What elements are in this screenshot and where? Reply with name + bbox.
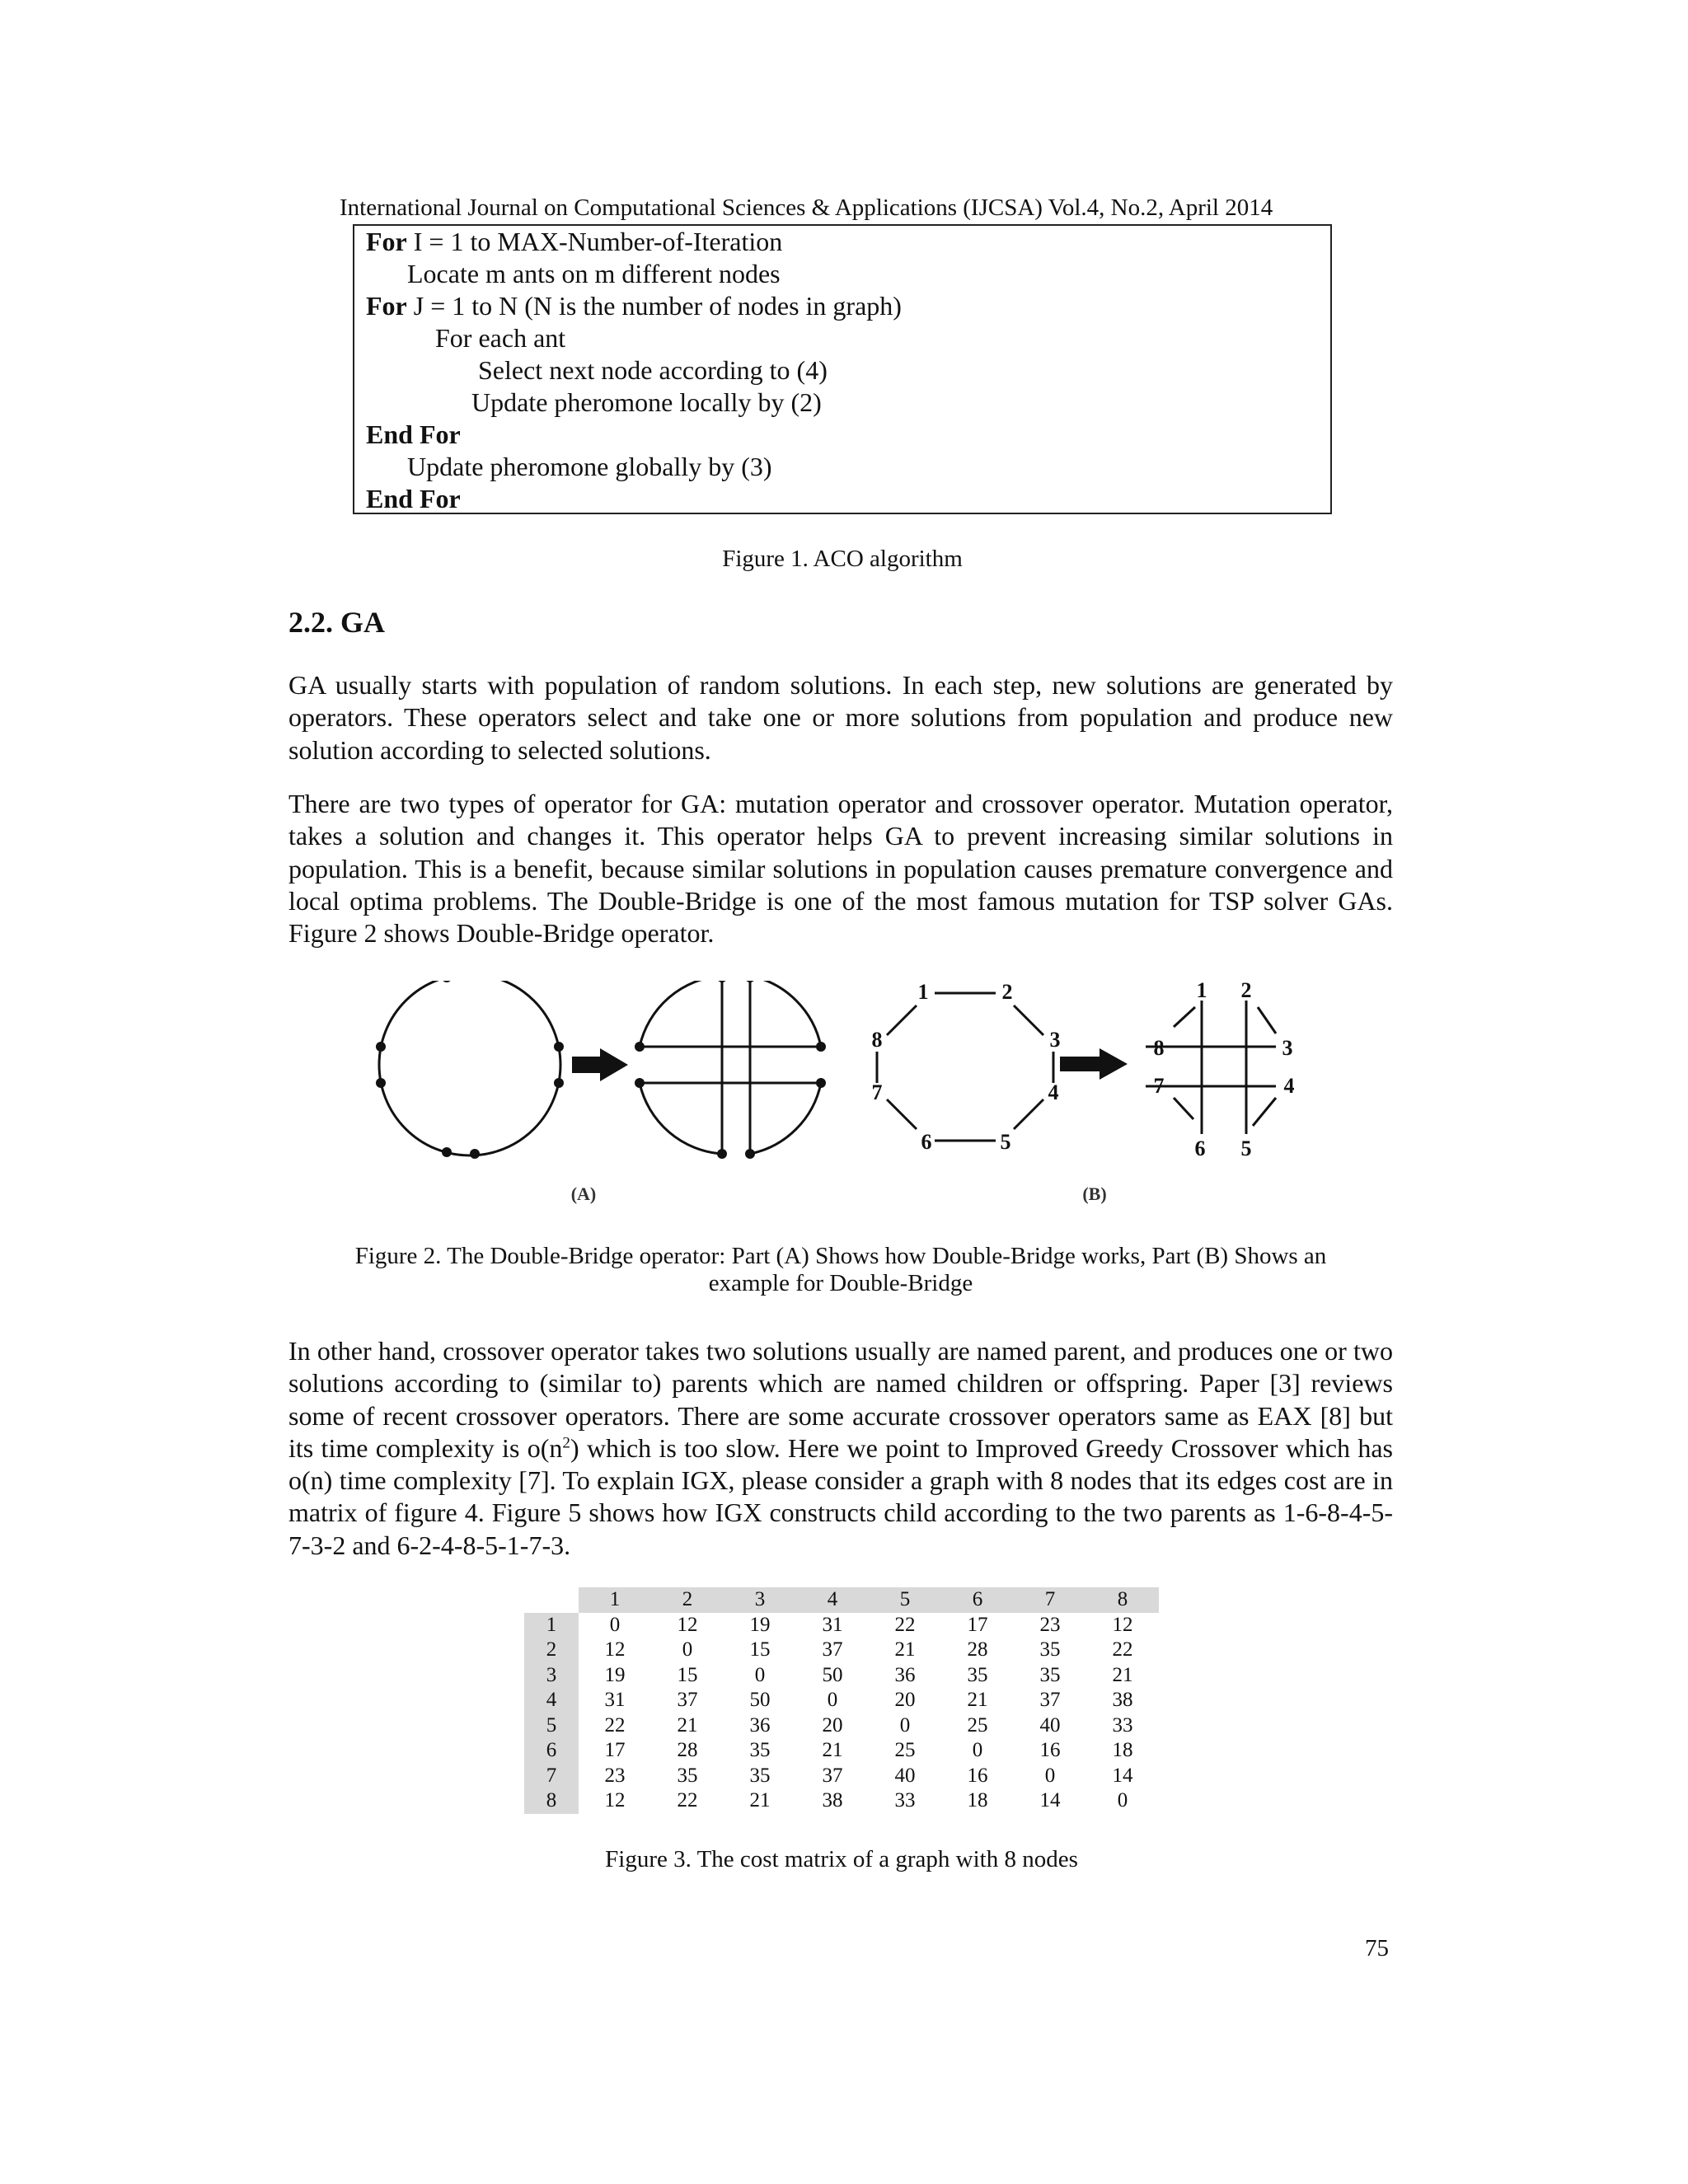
matrix-cell: 17 xyxy=(967,1613,988,1636)
matrix-header-row xyxy=(524,1587,1159,1613)
matrix-cell: 31 xyxy=(604,1689,626,1712)
matrix-cell: 37 xyxy=(822,1638,843,1661)
matrix-cell: 25 xyxy=(967,1713,988,1736)
matrix-cell: 15 xyxy=(677,1663,698,1686)
matrix-cell: 33 xyxy=(1112,1713,1133,1736)
bridged-node-label-7: 7 xyxy=(1153,1074,1165,1098)
cost-matrix-table xyxy=(524,1587,1159,1814)
matrix-cell: 33 xyxy=(894,1789,916,1812)
figure-1-caption: Figure 1. ACO algorithm xyxy=(722,546,963,572)
part-a-arrow xyxy=(572,1048,628,1081)
matrix-cell: 14 xyxy=(1112,1764,1133,1787)
matrix-cell: 21 xyxy=(822,1739,843,1762)
matrix-cell: 19 xyxy=(749,1613,771,1636)
matrix-cell: 0 xyxy=(972,1739,983,1762)
algo-line-7: End For xyxy=(366,419,461,449)
matrix-cell: 12 xyxy=(604,1789,626,1812)
matrix-cell: 36 xyxy=(749,1713,771,1736)
matrix-cell: 14 xyxy=(1039,1789,1061,1812)
col-header: 5 xyxy=(869,1587,941,1613)
matrix-cell: 40 xyxy=(1039,1713,1061,1736)
section-title: 2.2. GA xyxy=(288,606,385,639)
algo-line-1: For I = 1 to MAX-Number-of-Iteration xyxy=(366,227,783,256)
matrix-row xyxy=(524,1663,1159,1689)
matrix-cell: 21 xyxy=(1112,1663,1133,1686)
col-header: 3 xyxy=(724,1587,796,1613)
part-b-arrow xyxy=(1060,1048,1128,1080)
bridged-node-label-4: 4 xyxy=(1283,1074,1295,1098)
col-header: 7 xyxy=(1014,1587,1086,1613)
matrix-row xyxy=(524,1638,1159,1663)
matrix-cell: 22 xyxy=(894,1613,916,1636)
part-a-bridged-circle xyxy=(640,981,821,1154)
node-label-3: 3 xyxy=(1049,1028,1061,1052)
matrix-cell: 22 xyxy=(1112,1638,1133,1661)
matrix-cell: 37 xyxy=(677,1689,698,1712)
matrix-cell: 0 xyxy=(682,1638,693,1661)
part-a-label: (A) xyxy=(570,1183,597,1204)
part-a-original-points xyxy=(376,981,564,1159)
matrix-cell: 12 xyxy=(604,1638,626,1661)
matrix-cell: 21 xyxy=(749,1789,771,1812)
matrix-cell: 37 xyxy=(1039,1689,1061,1712)
matrix-cell: 0 xyxy=(899,1713,911,1736)
matrix-cell: 17 xyxy=(604,1739,626,1762)
algo-line-6: Update pheromone locally by (2) xyxy=(471,387,822,417)
matrix-row xyxy=(524,1613,1159,1638)
matrix-cell: 12 xyxy=(1112,1613,1133,1636)
matrix-cell: 16 xyxy=(1039,1739,1061,1762)
matrix-cell: 36 xyxy=(894,1663,916,1686)
matrix-cell: 23 xyxy=(1039,1613,1061,1636)
bridged-node-label-3: 3 xyxy=(1282,1036,1293,1060)
matrix-cell: 35 xyxy=(749,1739,771,1762)
page-number: 75 xyxy=(1365,1935,1389,1961)
row-header: 7 xyxy=(524,1764,579,1789)
matrix-cell: 21 xyxy=(894,1638,916,1661)
figure-2-caption-line-2: example for Double-Bridge xyxy=(708,1270,973,1296)
paragraph-2: There are two types of operator for GA: mutation operator and crossover operator. Mutation operator, takes a solution and changes it. This operator helps GA to prevent increasing similar solutions in population. This is a benefit, because similar solutions in population causes premature convergence and local optima problems. The Double-Bridge is one of the most famous mutation for TSP solver GAs. Figure 2 shows Double-Bridge operator. xyxy=(288,789,1393,949)
matrix-cell: 35 xyxy=(677,1764,698,1787)
figure-2-caption-line-1: Figure 2. The Double-Bridge operator: Part (A) Shows how Double-Bridge works, Part (B) Shows an xyxy=(354,1243,1327,1269)
matrix-cell: 35 xyxy=(1039,1638,1061,1661)
matrix-cell: 0 xyxy=(609,1613,621,1636)
node-label-1: 1 xyxy=(917,981,929,1004)
matrix-cell: 50 xyxy=(822,1663,843,1686)
matrix-cell: 12 xyxy=(677,1613,698,1636)
col-header: 6 xyxy=(941,1587,1014,1613)
matrix-cell: 35 xyxy=(749,1764,771,1787)
figure-3-caption: Figure 3. The cost matrix of a graph with 8 nodes xyxy=(605,1846,1078,1872)
algo-line-8: Update pheromone globally by (3) xyxy=(407,452,772,481)
node-label-6: 6 xyxy=(921,1130,932,1154)
matrix-cell: 22 xyxy=(677,1789,698,1812)
running-header: International Journal on Computational Sciences & Applications (IJCSA) Vol.4, No.2, April 2014 xyxy=(340,194,1273,221)
row-header: 4 xyxy=(524,1688,579,1713)
algo-line-9: End For xyxy=(366,484,461,513)
matrix-cell: 28 xyxy=(967,1638,988,1661)
row-header: 6 xyxy=(524,1738,579,1764)
node-label-8: 8 xyxy=(871,1028,883,1052)
matrix-cell: 18 xyxy=(967,1789,988,1812)
matrix-cell: 20 xyxy=(822,1713,843,1736)
col-header: 1 xyxy=(579,1587,651,1613)
node-label-7: 7 xyxy=(871,1080,883,1104)
algo-line-5: Select next node according to (4) xyxy=(478,355,828,385)
matrix-corner xyxy=(524,1587,579,1613)
bridged-node-label-2: 2 xyxy=(1240,981,1252,1002)
row-header: 1 xyxy=(524,1613,579,1638)
col-header: 2 xyxy=(651,1587,724,1613)
matrix-cell: 0 xyxy=(1117,1789,1128,1812)
matrix-cell: 16 xyxy=(967,1764,988,1787)
figure-2-caption xyxy=(288,1243,1393,1297)
matrix-cell: 25 xyxy=(894,1739,916,1762)
matrix-cell: 28 xyxy=(677,1739,698,1762)
matrix-cell: 21 xyxy=(967,1689,988,1712)
matrix-cell: 21 xyxy=(677,1713,698,1736)
matrix-cell: 23 xyxy=(604,1764,626,1787)
matrix-cell: 35 xyxy=(967,1663,988,1686)
part-b-octagon xyxy=(877,993,1053,1141)
part-a-original-circle xyxy=(379,981,560,1155)
matrix-row xyxy=(524,1764,1159,1789)
algo-line-4: For each ant xyxy=(435,323,566,353)
node-label-5: 5 xyxy=(1000,1130,1011,1154)
algo-line-2: Locate m ants on m different nodes xyxy=(407,259,781,288)
matrix-cell: 22 xyxy=(604,1713,626,1736)
bridged-node-label-5: 5 xyxy=(1240,1137,1252,1160)
matrix-cell: 38 xyxy=(822,1789,843,1812)
part-b-label: (B) xyxy=(1082,1183,1107,1204)
col-header: 8 xyxy=(1086,1587,1159,1613)
matrix-row xyxy=(524,1713,1159,1739)
matrix-cell: 37 xyxy=(822,1764,843,1787)
algo-line-3: For J = 1 to N (N is the number of nodes in graph) xyxy=(366,291,902,321)
matrix-cell: 19 xyxy=(604,1663,626,1686)
matrix-cell: 0 xyxy=(827,1689,838,1712)
paragraph-1: GA usually starts with population of random solutions. In each step, new solutions are generated by operators. These operators select and take one or more solutions from population and produce new solution according to selected solutions. xyxy=(288,670,1393,765)
matrix-cell: 15 xyxy=(749,1638,771,1661)
matrix-cell: 40 xyxy=(894,1764,916,1787)
row-header: 2 xyxy=(524,1638,579,1663)
part-b-bridged-tour xyxy=(1146,1001,1276,1134)
matrix-cell: 0 xyxy=(754,1663,766,1686)
row-header: 5 xyxy=(524,1713,579,1739)
bridged-node-label-1: 1 xyxy=(1196,981,1207,1002)
matrix-row xyxy=(524,1738,1159,1764)
matrix-cell: 38 xyxy=(1112,1689,1133,1712)
matrix-cell: 35 xyxy=(1039,1663,1061,1686)
matrix-cell: 0 xyxy=(1044,1764,1056,1787)
row-header: 8 xyxy=(524,1788,579,1814)
node-label-4: 4 xyxy=(1048,1080,1059,1104)
paragraph-3: In other hand, crossover operator takes two solutions usually are named parent, and produces one or two solutions according to (similar to) parents which are named children or offspring. Paper [3] reviews some of recent crossover operators. There are some accurate crossover operators same as EAX [8] but its time complexity is $o(n^2)$ which is too slow. Here we point to Improved Greedy Crossover which has o(n) time complexity [7]. To explain IGX, please consider a graph with 8 nodes that its edges cost are in matrix of figure 4. Figure 5 shows how IGX constructs child according to the two parents as 1-6-8-4-5-7-3-2 and 6-2-4-8-5-1-7-3. xyxy=(288,1336,1394,1560)
bridged-node-label-8: 8 xyxy=(1153,1036,1165,1060)
matrix-cell: 18 xyxy=(1112,1739,1133,1762)
matrix-cell: 20 xyxy=(894,1689,916,1712)
matrix-cell: 31 xyxy=(822,1613,843,1636)
part-a-bridged-points xyxy=(635,981,826,1159)
node-label-2: 2 xyxy=(1001,981,1013,1004)
aco-algorithm-box xyxy=(353,224,1332,514)
bridged-node-label-6: 6 xyxy=(1194,1137,1206,1160)
double-bridge-figure xyxy=(363,981,1335,1220)
col-header: 4 xyxy=(796,1587,869,1613)
matrix-cell: 50 xyxy=(749,1689,771,1712)
matrix-row xyxy=(524,1688,1159,1713)
matrix-row xyxy=(524,1788,1159,1814)
row-header: 3 xyxy=(524,1663,579,1689)
